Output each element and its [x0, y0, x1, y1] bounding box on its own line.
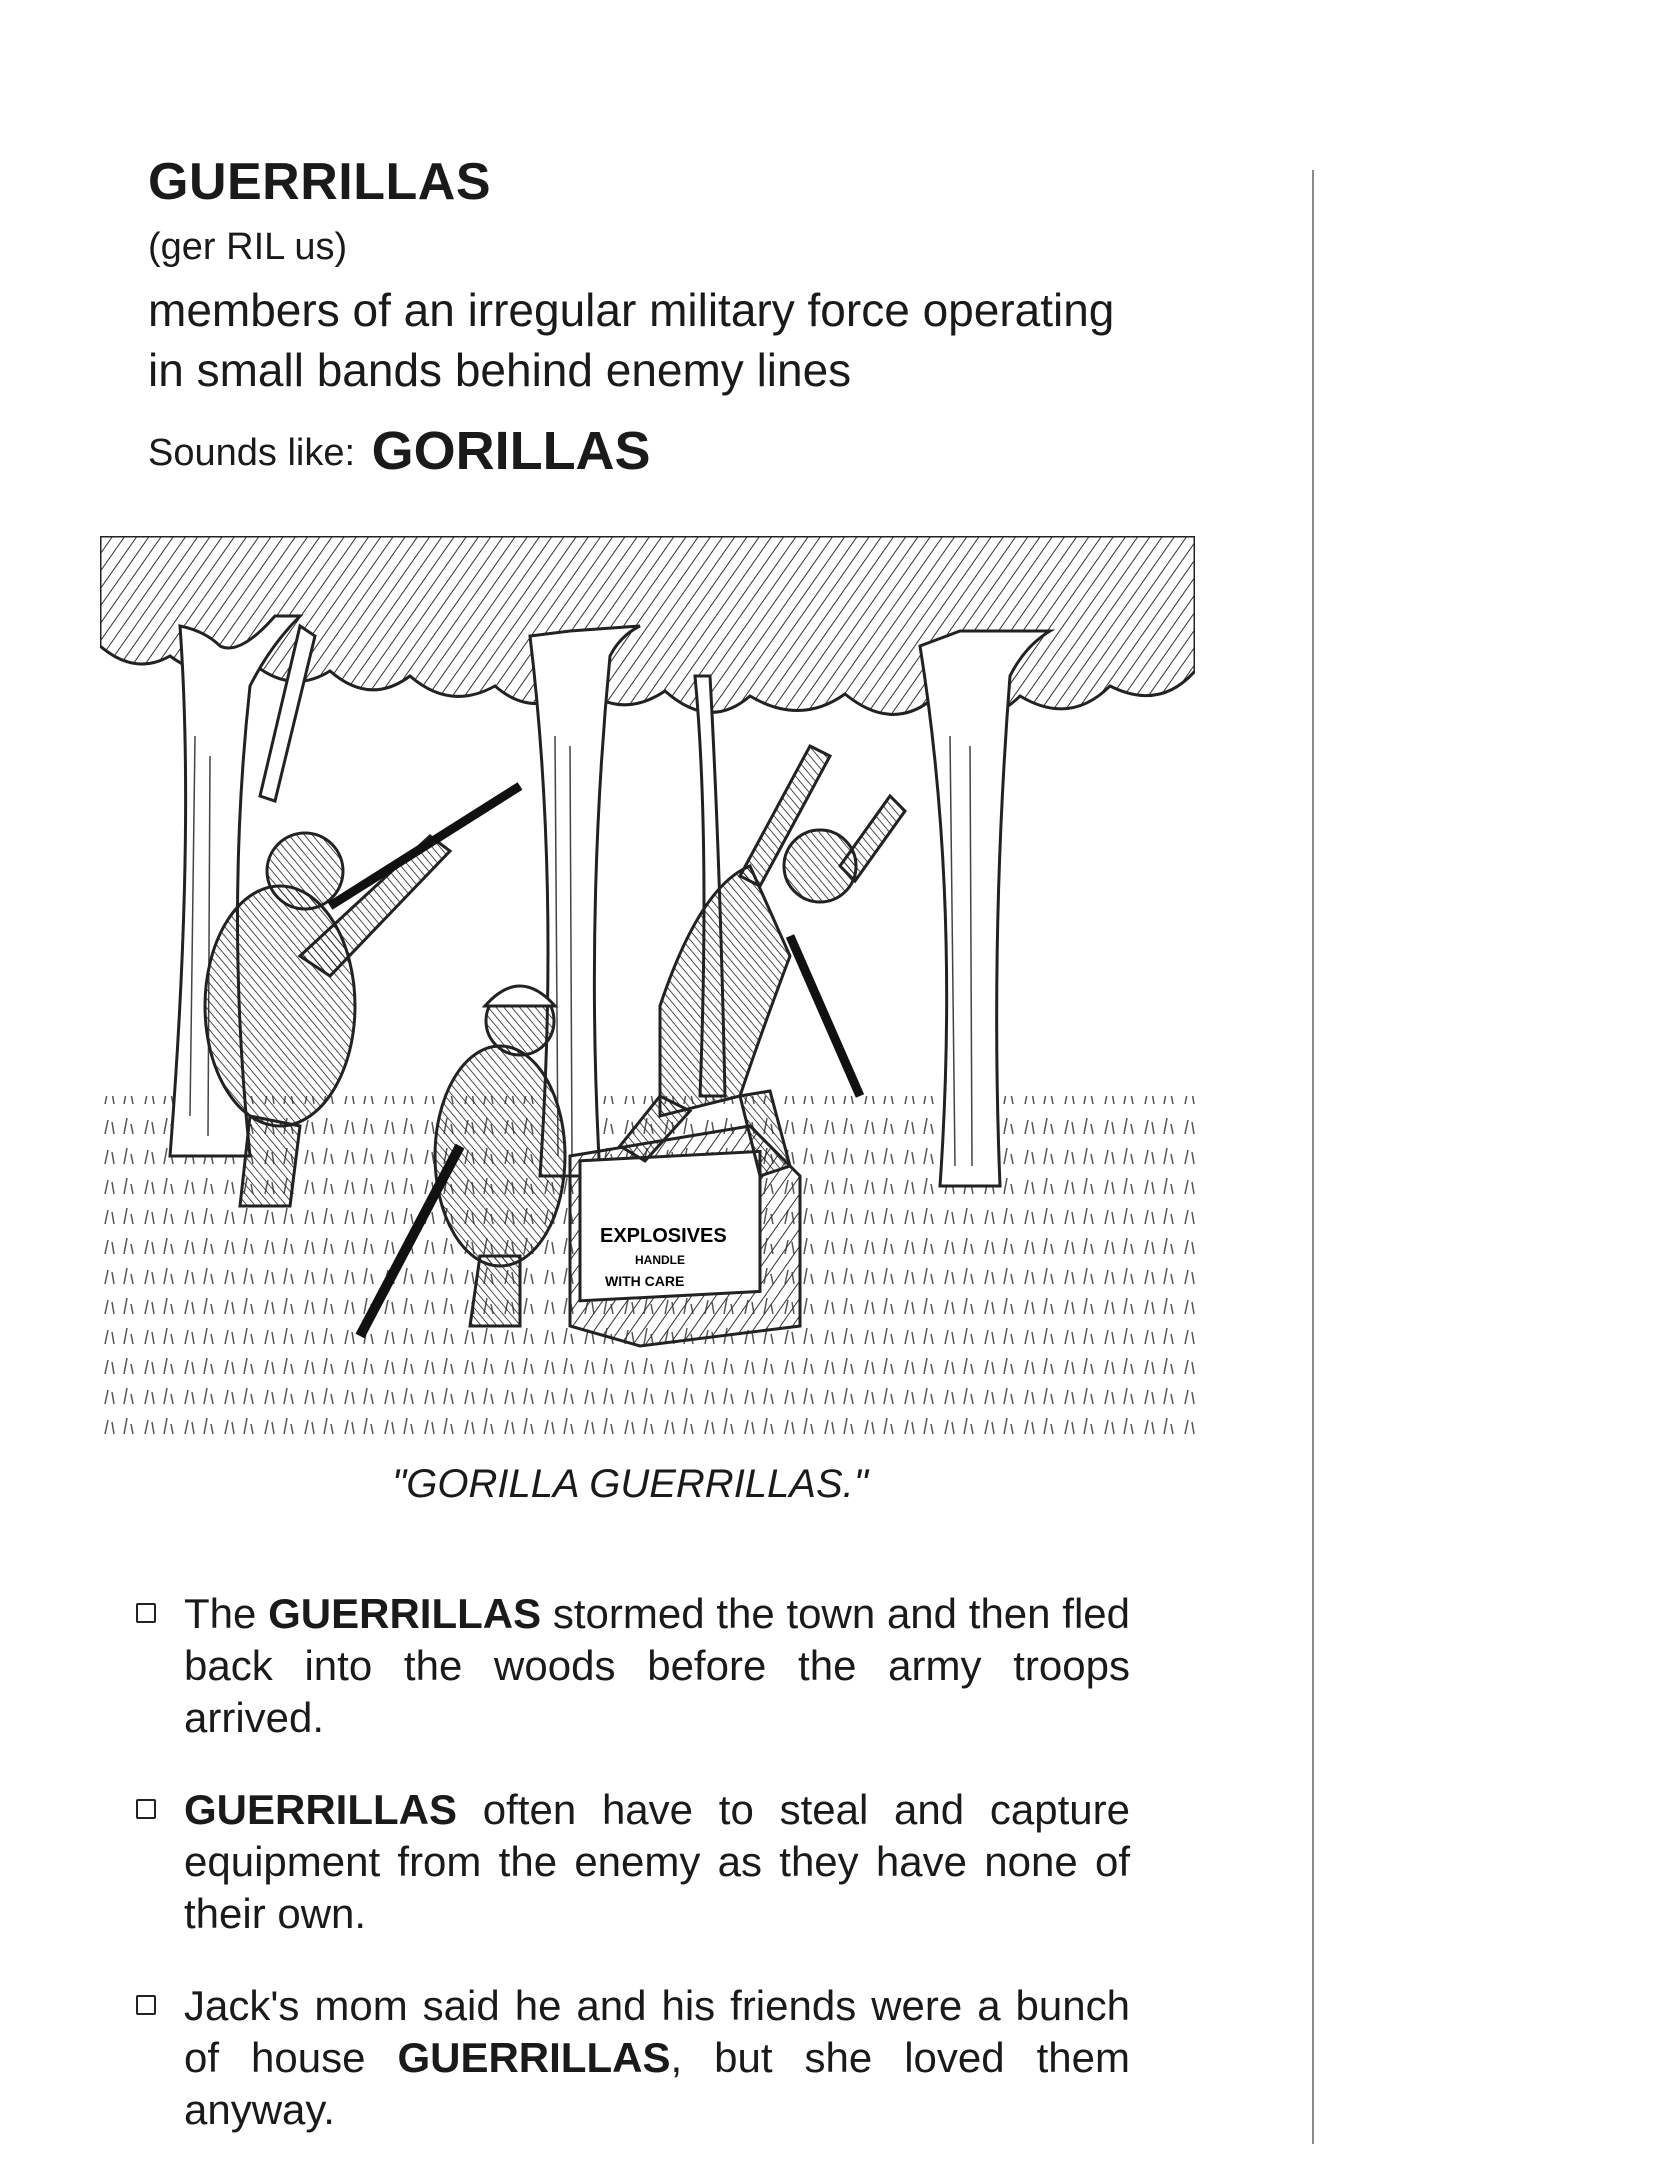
example-sentence: The GUERRILLAS stormed the town and then fled back into the woods before the army troops arrived.	[130, 1588, 1130, 1744]
pronunciation: (ger RIL us)	[148, 226, 348, 268]
cartoon-illustration	[100, 536, 1195, 1446]
checkbox-bullet-icon	[136, 1603, 156, 1623]
sounds-like	[148, 420, 651, 482]
entry-word: GUERRILLAS	[148, 153, 491, 211]
example-sentences	[130, 1588, 1130, 2176]
illustration-caption: "GORILLA GUERRILLAS."	[392, 1462, 868, 1506]
example-keyword: GUERRILLAS	[268, 1590, 542, 1637]
example-keyword: GUERRILLAS	[184, 1786, 457, 1833]
page-margin-rule	[1312, 170, 1314, 2144]
sounds-like-word: GORILLAS	[371, 421, 651, 481]
checkbox-bullet-icon	[136, 1799, 156, 1819]
example-sentence: GUERRILLAS often have to steal and capture equipment from the enemy as they have none of their own.	[130, 1784, 1130, 1940]
definition: members of an irregular military force operating in small bands behind enemy lines	[148, 284, 1115, 396]
crate-label-mid: HANDLE	[635, 1253, 685, 1267]
sounds-like-label: Sounds like:	[148, 432, 356, 474]
example-sentence: Jack's mom said he and his friends were a bunch of house GUERRILLAS, but she loved them anyway.	[130, 1980, 1130, 2136]
example-keyword: GUERRILLAS	[397, 2034, 671, 2081]
checkbox-bullet-icon	[136, 1995, 156, 2015]
crate-label-top: EXPLOSIVES	[600, 1225, 727, 1247]
crate-label-bottom: WITH CARE	[605, 1273, 685, 1289]
